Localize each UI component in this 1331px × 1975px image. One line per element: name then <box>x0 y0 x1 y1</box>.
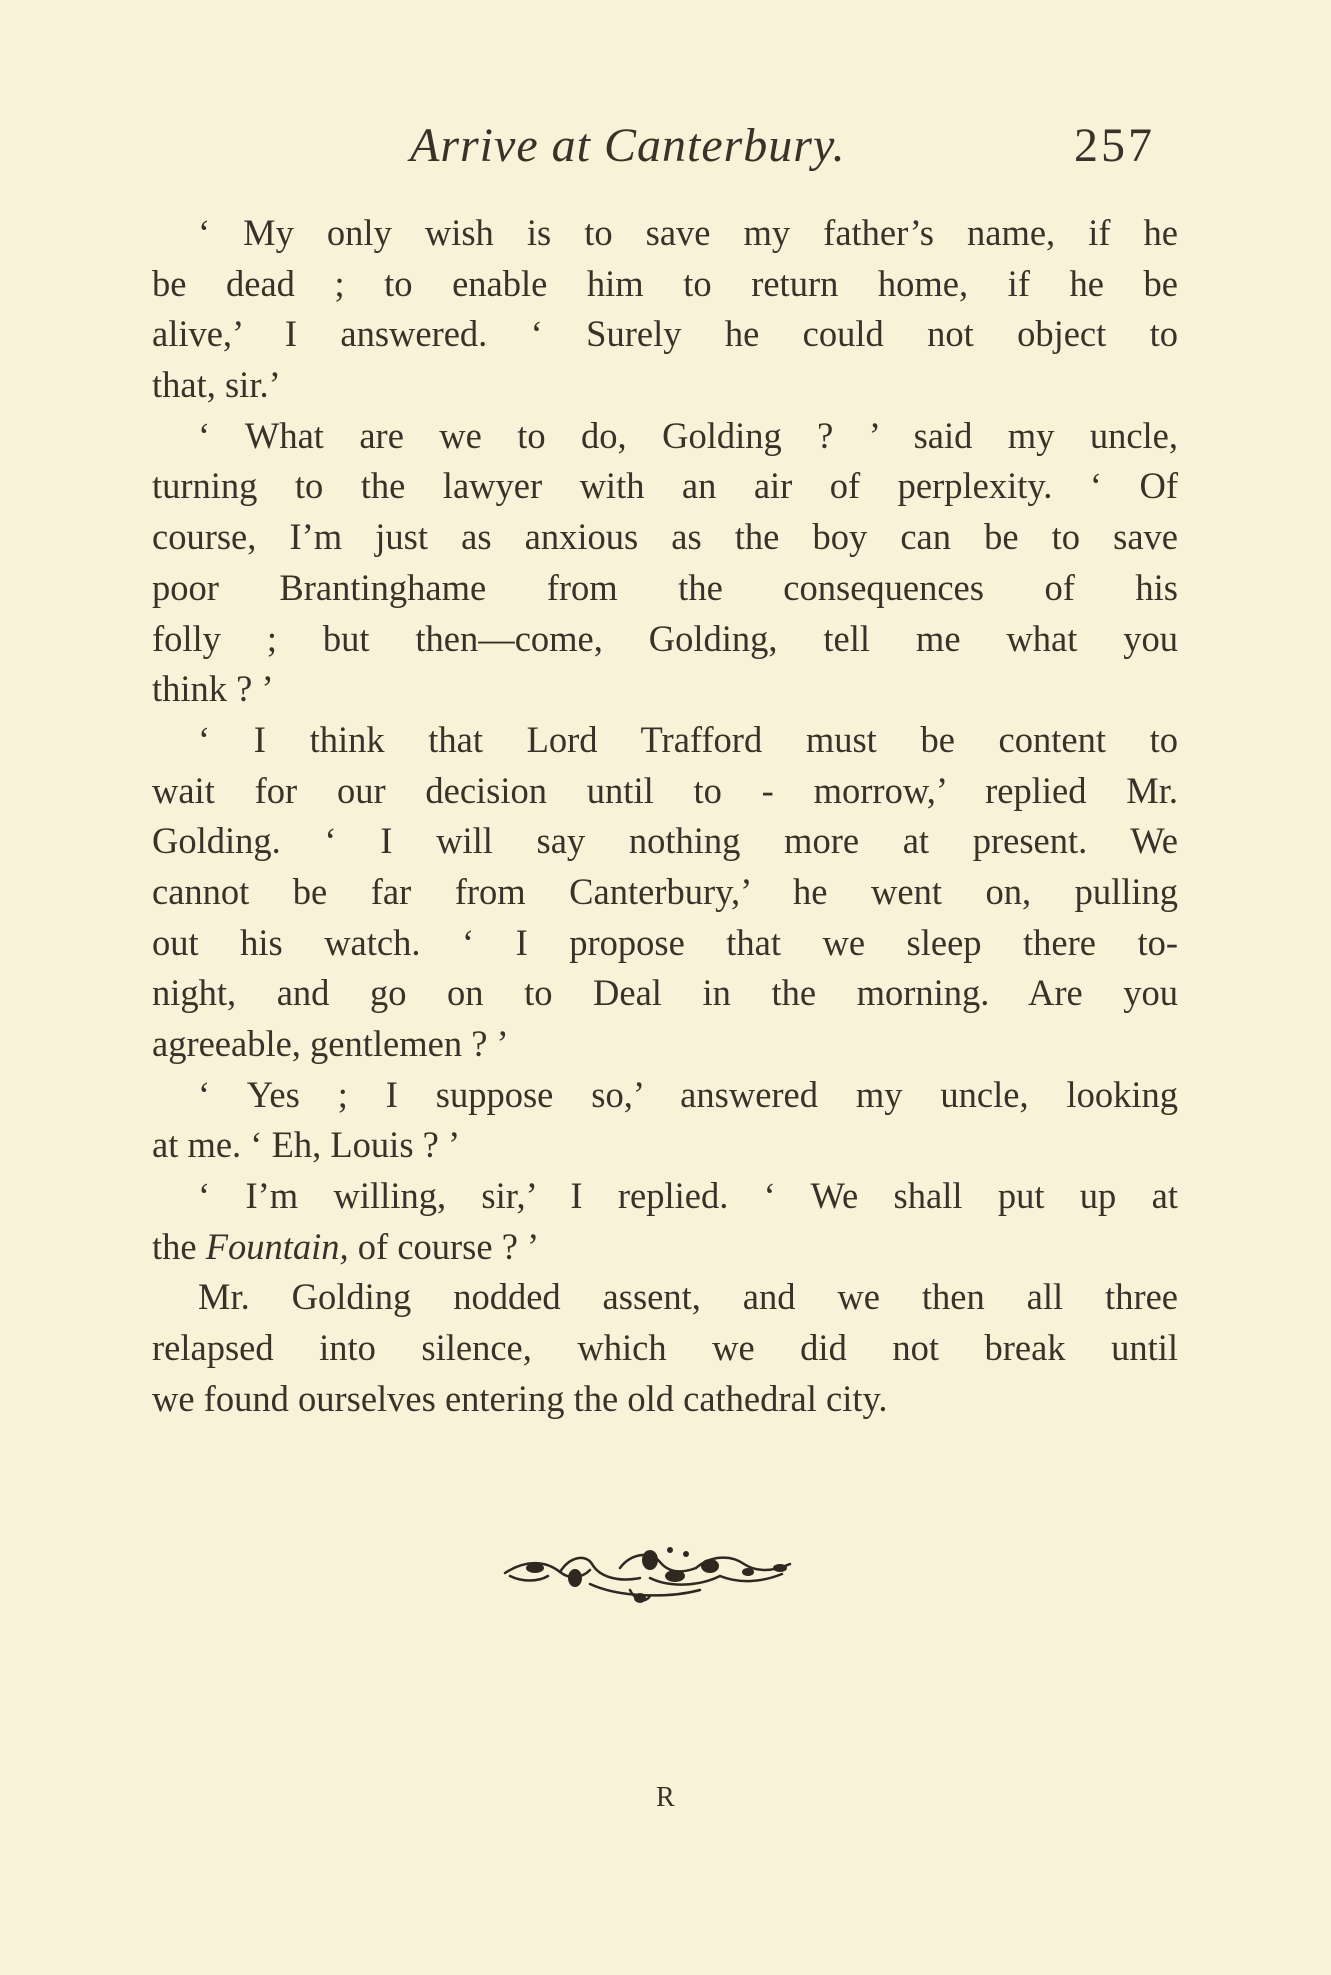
text-line: we found ourselves entering the old cathedral city. <box>152 1377 888 1419</box>
text-line: cannot be far from Canterbury,’ he went on, pulling <box>152 870 1178 912</box>
page-number: 257 <box>1074 119 1155 172</box>
text-line: be dead ; to enable him to return home, if he be <box>152 262 1178 304</box>
text-line: ‘ What are we to do, Golding ? ’ said my uncle, <box>198 414 1178 456</box>
text-line: turning to the lawyer with an air of perplexity. ‘ Of <box>152 465 1178 507</box>
text-line: alive,’ I answered. ‘ Surely he could not object to <box>152 313 1178 355</box>
text-line: relapsed into silence, which we did not break until <box>152 1327 1178 1369</box>
text-line: agreeable, gentlemen ? ’ <box>152 1023 509 1064</box>
text-fragment: of course ? ’ <box>357 1225 540 1267</box>
text-line: poor Brantinghame from the consequences of his <box>152 566 1178 608</box>
text-line: night, and go on to Deal in the morning. Are you <box>152 972 1178 1014</box>
text-line: course, I’m just as anxious as the boy can be to save <box>152 516 1178 558</box>
text-line: ‘ Yes ; I suppose so,’ answered my uncle, looking <box>198 1073 1178 1115</box>
text-line: that, sir.’ <box>152 364 281 406</box>
running-title: Arrive at Canterbury. <box>410 119 846 172</box>
text-line: at me. ‘ Eh, Louis ? ’ <box>152 1124 461 1166</box>
text-line: out his watch. ‘ I propose that we sleep there to- <box>152 921 1178 963</box>
signature-mark: R <box>656 1782 676 1813</box>
text-line: think ? ’ <box>152 668 274 710</box>
page-header <box>150 118 1181 178</box>
text-line: ‘ My only wish is to save my father’s name, if he <box>198 212 1178 253</box>
body-text <box>152 208 1178 1425</box>
text-line: wait for our decision until to - morrow,’ replied Mr. <box>152 769 1178 811</box>
text-line: folly ; but then—come, Golding, tell me what you <box>152 617 1178 659</box>
italic-title-fountain: Fountain, <box>205 1225 349 1267</box>
text-line: Golding. ‘ I will say nothing more at present. We <box>152 820 1178 862</box>
text-line: ‘ I’m willing, sir,’ I replied. ‘ We shall put up at <box>198 1175 1178 1217</box>
floral-tailpiece-ornament-icon <box>500 1538 820 1608</box>
text-line: ‘ I think that Lord Trafford must be content to <box>198 718 1178 760</box>
text-fragment: the <box>152 1225 197 1267</box>
text-line <box>152 1222 1178 1273</box>
text-line: Mr. Golding nodded assent, and we then all three <box>198 1276 1178 1318</box>
